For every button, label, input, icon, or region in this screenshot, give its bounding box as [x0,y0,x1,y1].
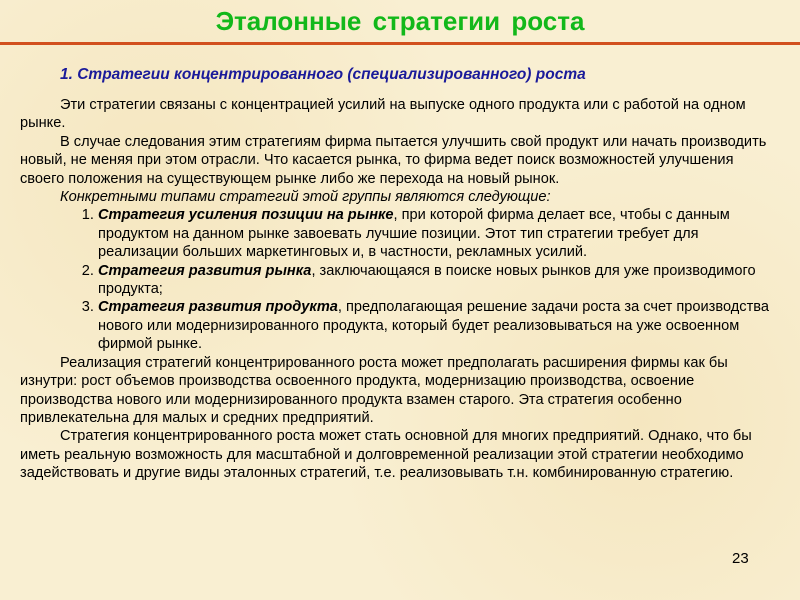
paragraph: Стратегия концентрированного роста может стать основной для многих предприятий. Однако, что бы иметь реальную возможность для масштабной и долговременной реализации этой стратегии необходимо задействовать и другие виды эталонных стратегий, т.е. реализовывать т.н. комбинированную стратегию. [20,428,752,482]
paragraph: Эти стратегии связаны с концентрацией усилий на выпуске одного продукта или с работой на одном рынке. [20,97,746,132]
list-item [98,298,772,353]
slide-title: Эталонные стратегии роста [215,6,585,36]
list-term: Стратегия усиления позиции на рынке [98,207,394,224]
list-text: , заключающаяся в поиске новых рынков для уже производимого продукта; [98,262,756,298]
list-text: , предполагающая решение задачи роста за счет производства нового или модернизированного продукта, который будет реализовываться на уже освоенном фирмой рынке. [98,299,769,353]
title-divider [0,42,800,45]
list-item [98,262,772,299]
paragraph: В случае следования этим стратегиям фирма пытается улучшить свой продукт или начать производить новый, не меняя при этом отрасли. Что касается рынка, то фирма ведет поиск возможностей улучшения своего положения на существующем рынке либо же перехода на новый рынок. [20,133,767,187]
list-term: Стратегия развития продукта [98,299,338,316]
list-intro: Конкретными типами стратегий этой группы являются следующие: [60,189,551,206]
section-heading: 1. Стратегии концентрированного (специализированного) роста [60,66,586,83]
list-item [98,206,772,261]
list-term: Стратегия развития рынка [98,262,312,279]
slide-body [20,96,772,483]
strategy-list [20,206,772,353]
paragraph: Реализация стратегий концентрированного роста может предполагать расширения фирмы как бы изнутри: рост объемов производства освоенного продукта, модернизацию производства, освоение производства нового или модернизированного продукта взамен старого. Эта стратегия особенно привлекательна для малых и средних предприятий. [20,354,728,426]
page-number: 23 [732,550,749,567]
list-text: , при которой фирма делает все, чтобы с данным продуктом на данном рынке завоевать лучшие позиции. Этот тип стратегии требует для реализации больших маркетинговых и, в частности, рекламных усилий. [98,207,730,261]
